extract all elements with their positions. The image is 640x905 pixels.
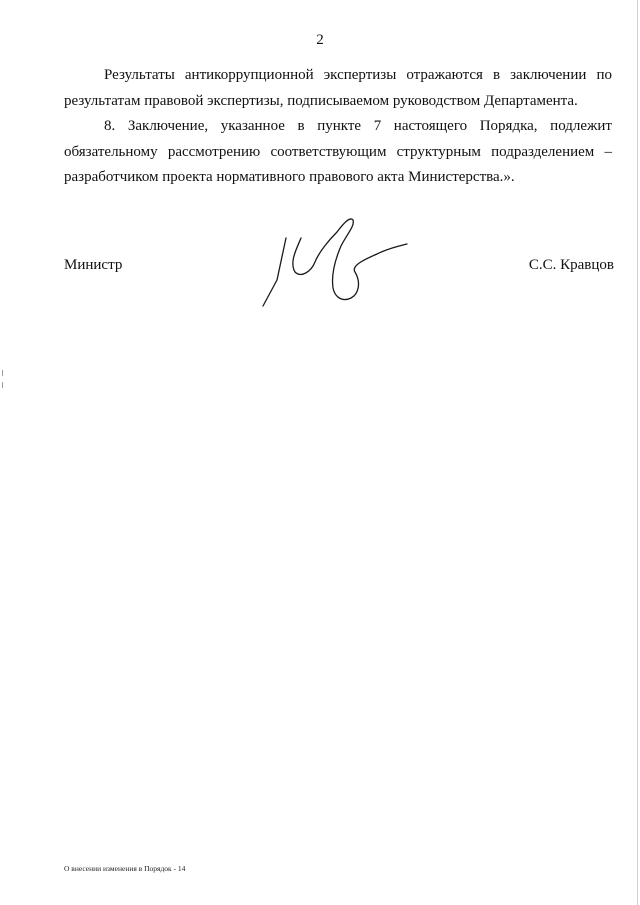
footer-document-reference: О внесении изменения в Порядок - 14 <box>64 864 186 873</box>
signatory-name: С.С. Кравцов <box>528 257 614 273</box>
scan-artifact-mark <box>2 370 3 376</box>
paragraph-antikorruption-results <box>64 63 612 114</box>
signatory-title: Министр <box>64 257 123 273</box>
scan-artifact-mark <box>2 382 3 388</box>
handwritten-signature <box>255 210 415 315</box>
page-number: 2 <box>316 32 324 48</box>
paragraph-1-text: Результаты антикоррупционной экспертизы отражаются в заключении по результатам правовой экспертизы, подписываемом руководством Департамента. <box>64 67 612 109</box>
scan-border-line <box>637 0 638 905</box>
paragraph-2-text: 8. Заключение, указанное в пункте 7 настоящего Порядка, подлежит обязательному рассмотрению соответствующим структурным подразделением – разработчиком проекта нормативного правового акта Министерства.». <box>64 118 612 185</box>
paragraph-point-8 <box>64 114 612 191</box>
